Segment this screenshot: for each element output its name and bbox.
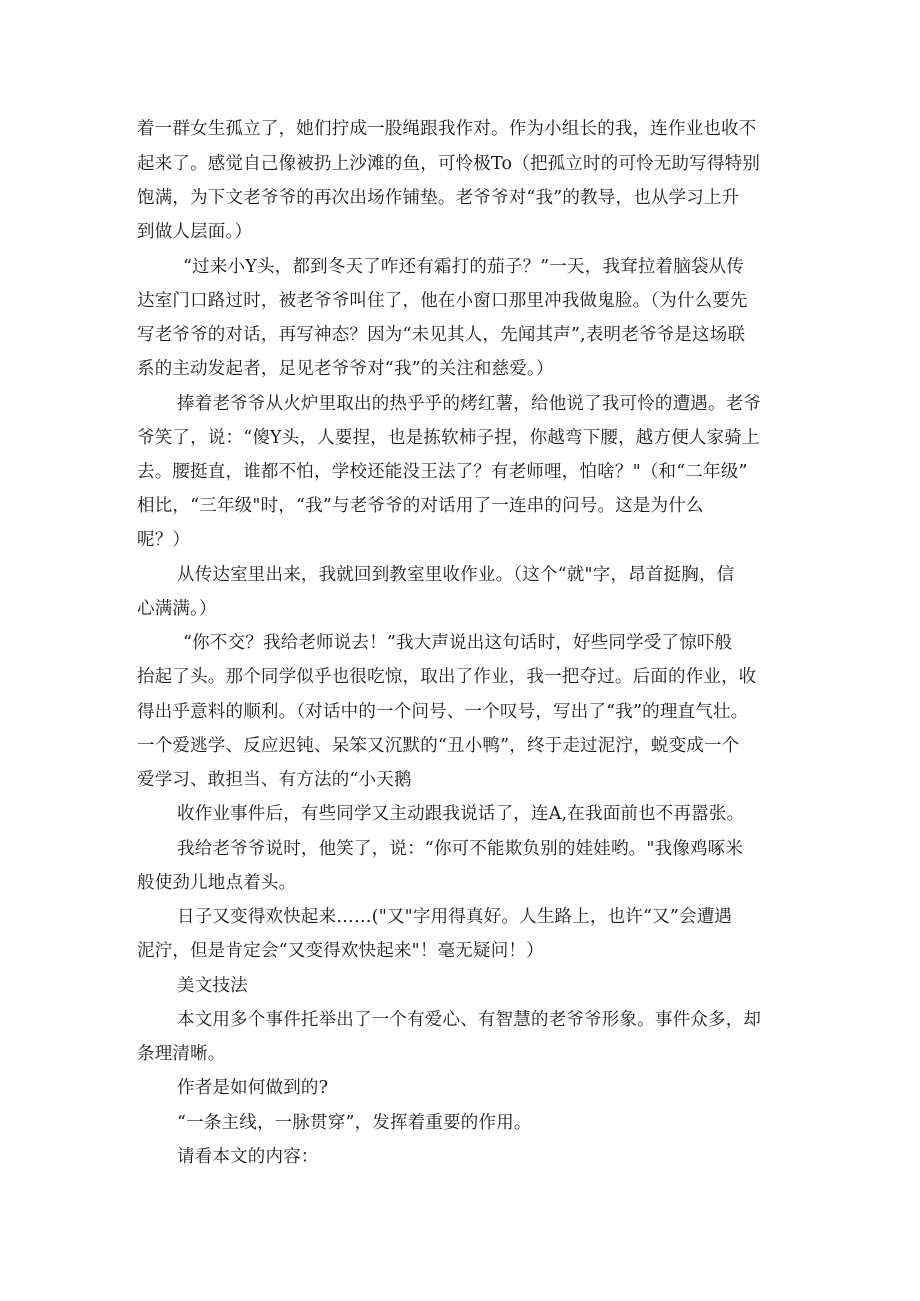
text-line-28: 条理清晰。 (137, 1044, 226, 1064)
text-line-29: 作者是如何做到的? (177, 1078, 329, 1098)
text-line-15: 心满满。） (137, 599, 217, 619)
text-line-4: 到做人层面。） (137, 222, 253, 242)
text-line-17: 抬起了头。那个同学似乎也很吃惊，取出了作业，我一把夺过。后面的作业，收 (137, 667, 757, 687)
text-line-16: “你不交？我给老师说去！”我大声说出这句话时，好些同学受了惊吓般 (183, 633, 733, 653)
text-line-30: “一条主线，一脉贯穿”，发挥着重要的作用。 (177, 1113, 532, 1133)
text-line-10: 爷笑了，说：“傻Y头，人要捏，也是拣软柿子捏，你越弯下腰，越方便人家骑上 (137, 428, 760, 448)
text-line-1: 着一群女生孤立了，她们拧成一股绳跟我作对。作为小组长的我，连作业也收不 (137, 119, 757, 139)
text-line-18: 得出乎意料的顺利。（对话中的一个问号、一个叹号，写出了“我”的理直气壮。 (137, 702, 749, 722)
text-line-14: 从传达室里出来，我就回到教室里收作业。（这个“就"字，昂首挺胸，信 (177, 565, 735, 585)
text-line-19: 一个爱逃学、反应迟钝、呆笨又沉默的“丑小鸭”，终于走过泥泞，蜕变成一个 (137, 736, 740, 756)
text-line-31: 请看本文的内容： (177, 1147, 319, 1167)
text-line-2: 起来了。感觉自己像被扔上沙滩的鱼，可怜极To（把孤立时的可怜无助写得特别 (137, 154, 761, 174)
text-line-20: 爱学习、敢担当、有方法的“小天鹅 (137, 770, 412, 790)
text-line-3: 饱满，为下文老爷爷的再次出场作铺垫。老爷爷对“我”的教导，也从学习上升 (137, 188, 740, 208)
text-line-11: 去。腰挺直，谁都不怕，学校还能没王法了？有老师哩，怕啥？"（和“二年级” (137, 462, 748, 482)
text-line-6: 达室门口路过时，被老爷爷叫住了，他在小窗口那里冲我做鬼脸。（为什么要先 (137, 291, 748, 311)
text-line-22: 我给老爷爷说时，他笑了，说：“你可不能欺负别的娃娃哟。"我像鸡啄米 (177, 839, 744, 859)
text-line-9: 捧着老爷爷从火炉里取出的热乎乎的烤红薯，给他说了我可怜的遭遇。老爷 (177, 394, 762, 414)
text-line-8: 系的主动发起者，足见老爷爷对“我”的关注和慈爱。） (137, 359, 554, 379)
text-line-21: 收作业事件后，有些同学又主动跟我说话了，连A,在我面前也不再嚣张。 (177, 804, 745, 824)
text-line-5: “过来小Y头，都到冬天了咋还有霜打的茄子？”一天，我耷拉着脑袋从传 (183, 257, 745, 277)
text-line-23: 般使劲儿地点着头。 (137, 873, 297, 893)
section-heading: 美文技法 (177, 976, 248, 996)
text-line-24: 日子又变得欢快起来……("又"字用得真好。人生路上，也许“又”会遭遇 (177, 907, 733, 927)
text-line-27: 本文用多个事件托举出了一个有爱心、有智慧的老爷爷形象。事件众多，却 (177, 1010, 762, 1030)
text-line-7: 写老爷爷的对话，再写神态？因为“未见其人，先闻其声”,表明老爷爷是这场联 (137, 325, 746, 345)
text-line-12: 相比，“三年级"时，“我”与老爷爷的对话用了一连串的问号。这是为什么 (137, 496, 704, 516)
text-line-25: 泥泞，但是肯定会“又变得欢快起来"！毫无疑问！） (137, 941, 544, 961)
text-line-13: 呢？） (137, 530, 191, 550)
